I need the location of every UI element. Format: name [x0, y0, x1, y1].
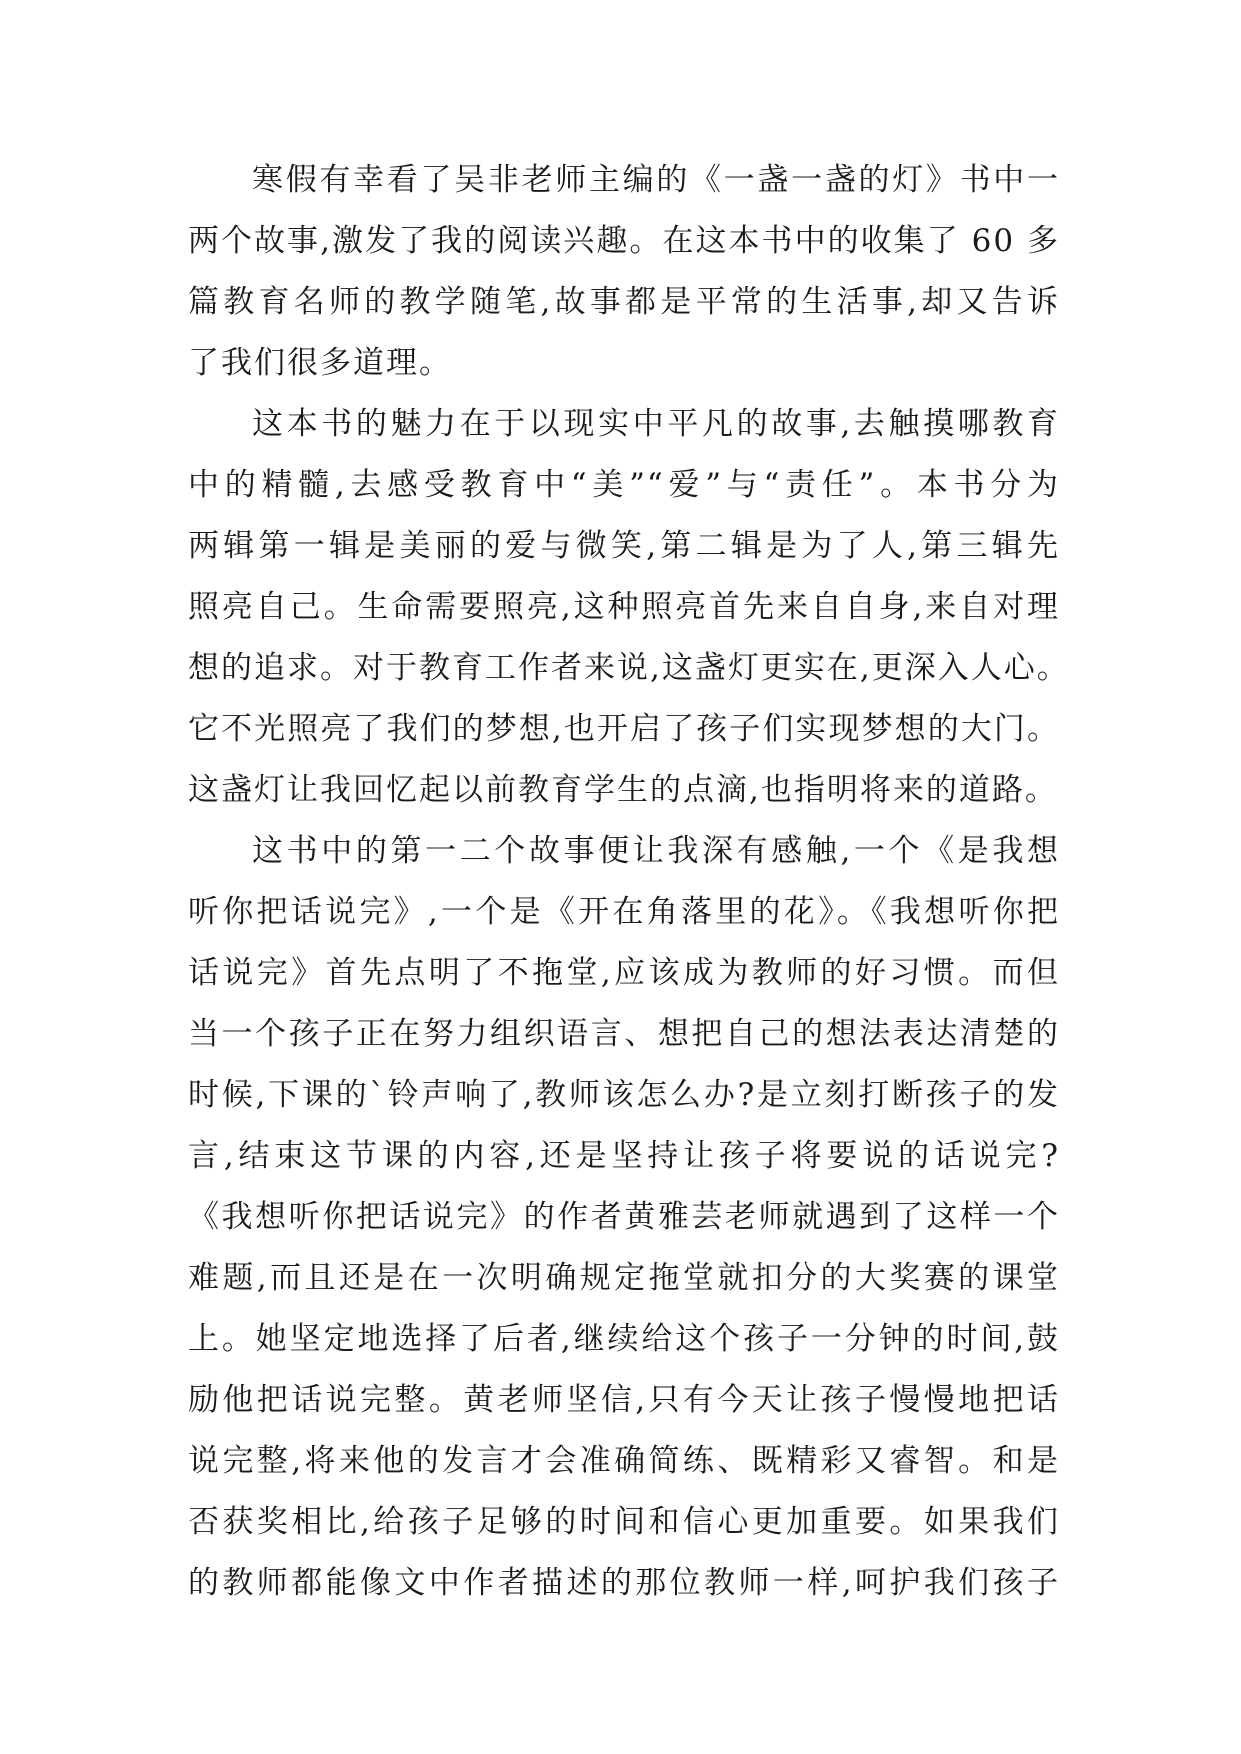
- text-line: 篇教育名师的教学随笔,故事都是平常的生活事,却又告诉: [188, 284, 1060, 320]
- text-line: 两个故事,激发了我的阅读兴趣。在这本书中的收集了 60 多: [188, 223, 1060, 259]
- text-line: 中的精髓,去感受教育中“美”“爱”与“责任”。本书分为: [188, 467, 1060, 503]
- text-line: 说完整,将来他的发言才会准确简练、既精彩又睿智。和是: [188, 1443, 1060, 1479]
- text-line: 这书中的第一二个故事便让我深有感触,一个《是我想: [252, 833, 1060, 869]
- text-line: 两辑第一辑是美丽的爱与微笑,第二辑是为了人,第三辑先: [188, 528, 1060, 564]
- text-line: 了我们很多道理。: [188, 345, 452, 381]
- text-line: 寒假有幸看了吴非老师主编的《一盏一盏的灯》书中一: [252, 162, 1060, 198]
- text-line: 的教师都能像文中作者描述的那位教师一样,呵护我们孩子: [188, 1565, 1060, 1601]
- text-line: 言,结束这节课的内容,还是坚持让孩子将要说的话说完?: [188, 1138, 1060, 1174]
- text-line: 话说完》首先点明了不拖堂,应该成为教师的好习惯。而但: [188, 955, 1060, 991]
- text-line: 难题,而且还是在一次明确规定拖堂就扣分的大奖赛的课堂: [188, 1260, 1060, 1296]
- text-line: 这本书的魅力在于以现实中平凡的故事,去触摸哪教育: [252, 406, 1060, 442]
- text-line: 当一个孩子正在努力组织语言、想把自己的想法表达清楚的: [188, 1016, 1060, 1052]
- body-text: [188, 150, 1070, 1614]
- text-line: 否获奖相比,给孩子足够的时间和信心更加重要。如果我们: [188, 1504, 1060, 1540]
- text-line: 《我想听你把话说完》的作者黄雅芸老师就遇到了这样一个: [188, 1199, 1060, 1235]
- text-line: 想的追求。对于教育工作者来说,这盏灯更实在,更深入人心。: [188, 650, 1070, 686]
- text-line: 照亮自己。生命需要照亮,这种照亮首先来自自身,来自对理: [188, 589, 1060, 625]
- text-line: 听你把话说完》,一个是《开在角落里的花》。《我想听你把: [188, 894, 1060, 930]
- text-line: 它不光照亮了我们的梦想,也开启了孩子们实现梦想的大门。: [188, 711, 1060, 747]
- text-line: 这盏灯让我回忆起以前教育学生的点滴,也指明将来的道路。: [188, 772, 1058, 808]
- text-line: 励他把话说完整。黄老师坚信,只有今天让孩子慢慢地把话: [188, 1382, 1060, 1418]
- text-line: 上。她坚定地选择了后者,继续给这个孩子一分钟的时间,鼓: [188, 1321, 1060, 1357]
- text-line: 时候,下课的`铃声响了,教师该怎么办?是立刻打断孩子的发: [188, 1077, 1060, 1113]
